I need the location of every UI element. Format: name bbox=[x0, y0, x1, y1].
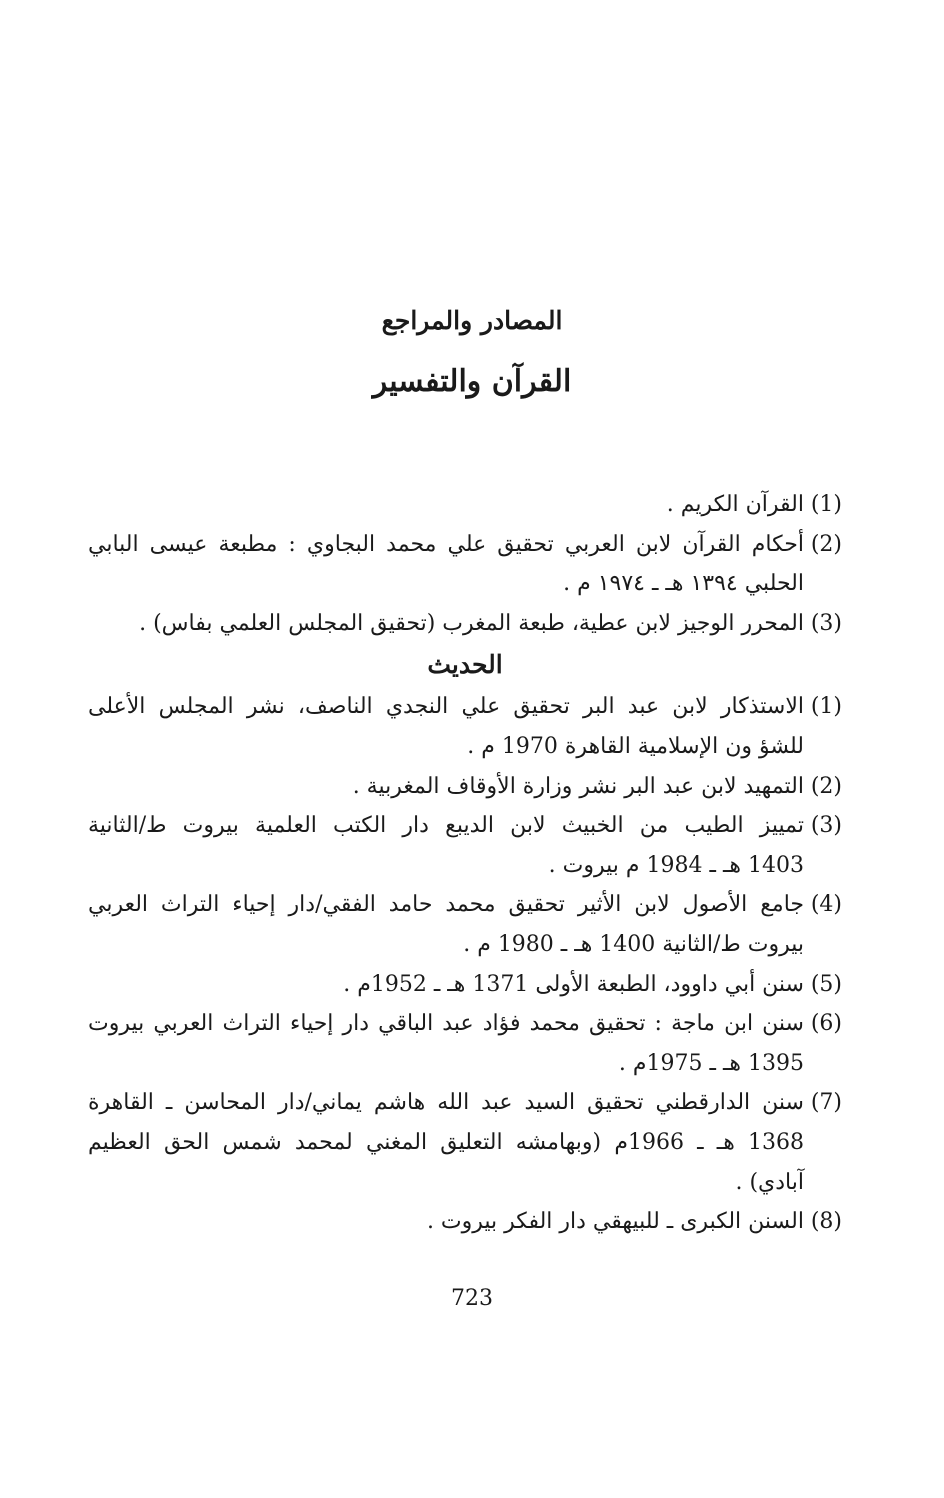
reference-entry bbox=[88, 687, 842, 766]
entry-line: سنن ابن ماجة : تحقيق محمد فؤاد عبد الباقي دار إحياء التراث العربي بيروت bbox=[88, 1011, 804, 1037]
page-number: 723 bbox=[451, 1286, 493, 1311]
entry-text bbox=[88, 1004, 804, 1083]
entry-text bbox=[88, 525, 804, 604]
reference-entry bbox=[88, 485, 842, 525]
entry-number: (2) bbox=[810, 531, 842, 557]
entry-line: جامع الأصول لابن الأثير تحقيق محمد حامد الفقي/دار إحياء التراث العربي bbox=[88, 892, 804, 918]
entry-number: (5) bbox=[810, 971, 842, 997]
entry-line: القرآن الكريم . bbox=[666, 492, 804, 517]
reference-entry bbox=[88, 1202, 842, 1242]
entry-number: (6) bbox=[810, 1011, 842, 1037]
entry-line: آبادي) . bbox=[735, 1169, 804, 1195]
section-title-quran-tafsir: القرآن والتفسير bbox=[372, 364, 572, 399]
entry-line: الحلبي ١٣٩٤ هـ ـ ١٩٧٤ م . bbox=[563, 571, 804, 597]
reference-entry bbox=[88, 604, 842, 644]
entry-number: (1) bbox=[810, 694, 842, 720]
entry-number: (4) bbox=[810, 892, 842, 918]
entry-text bbox=[88, 1083, 804, 1202]
entry-text bbox=[88, 604, 804, 644]
references-list bbox=[88, 485, 842, 1242]
entry-text bbox=[88, 767, 804, 807]
entry-line: المحرر الوجيز لابن عطية، طبعة المغرب (تحقيق المجلس العلمي بفاس) . bbox=[139, 610, 804, 636]
entry-number: (3) bbox=[810, 610, 842, 636]
entry-line: التمهيد لابن عبد البر نشر وزارة الأوقاف المغربية . bbox=[352, 773, 804, 799]
entry-line: 1368 هـ ـ 1966م (وبهامشه التعليق المغني لمحمد شمس الحق العظيم bbox=[88, 1129, 804, 1155]
entry-text bbox=[88, 965, 804, 1005]
entry-line: سنن أبي داوود، الطبعة الأولى 1371 هـ ـ 1952م . bbox=[343, 971, 804, 997]
entry-number: (7) bbox=[810, 1090, 842, 1116]
entry-line: أحكام القرآن لابن العربي تحقيق علي محمد البجاوي : مطبعة عيسى البابي bbox=[88, 531, 804, 557]
entry-line: بيروت ط/الثانية 1400 هـ ـ 1980 م . bbox=[463, 931, 804, 957]
reference-entry bbox=[88, 965, 842, 1005]
entry-line: تمييز الطيب من الخبيث لابن الديبع دار الكتب العلمية بيروت ط/الثانية bbox=[88, 813, 804, 839]
entry-line: الاستذكار لابن عبد البر تحقيق علي النجدي الناصف، نشر المجلس الأعلى bbox=[88, 694, 804, 720]
entry-text bbox=[88, 687, 804, 766]
reference-entry bbox=[88, 806, 842, 885]
entry-line: للشؤ ون الإسلامية القاهرة 1970 م . bbox=[467, 733, 804, 759]
entry-text bbox=[88, 485, 804, 525]
section-heading-hadith: الحديث bbox=[427, 650, 503, 680]
entry-number: (2) bbox=[810, 773, 842, 799]
entry-text bbox=[88, 885, 804, 964]
page-title: المصادر والمراجع bbox=[381, 306, 563, 335]
entry-number: (1) bbox=[810, 492, 842, 517]
entry-line: 1395 هـ ـ 1975م . bbox=[618, 1050, 804, 1076]
entry-line: سنن الدارقطني تحقيق السيد عبد الله هاشم يماني/دار المحاسن ـ القاهرة bbox=[88, 1090, 804, 1116]
reference-entry bbox=[88, 885, 842, 964]
reference-entry bbox=[88, 525, 842, 604]
reference-entry bbox=[88, 767, 842, 807]
entry-text bbox=[88, 806, 804, 885]
entry-line: 1403 هـ ـ 1984 م بيروت . bbox=[548, 852, 804, 878]
reference-entry bbox=[88, 1083, 842, 1202]
entry-line: السنن الكبرى ـ للبيهقي دار الفكر بيروت . bbox=[426, 1209, 804, 1235]
entry-number: (8) bbox=[810, 1209, 842, 1235]
entry-number: (3) bbox=[810, 813, 842, 839]
entry-text bbox=[88, 1202, 804, 1242]
reference-entry bbox=[88, 1004, 842, 1083]
